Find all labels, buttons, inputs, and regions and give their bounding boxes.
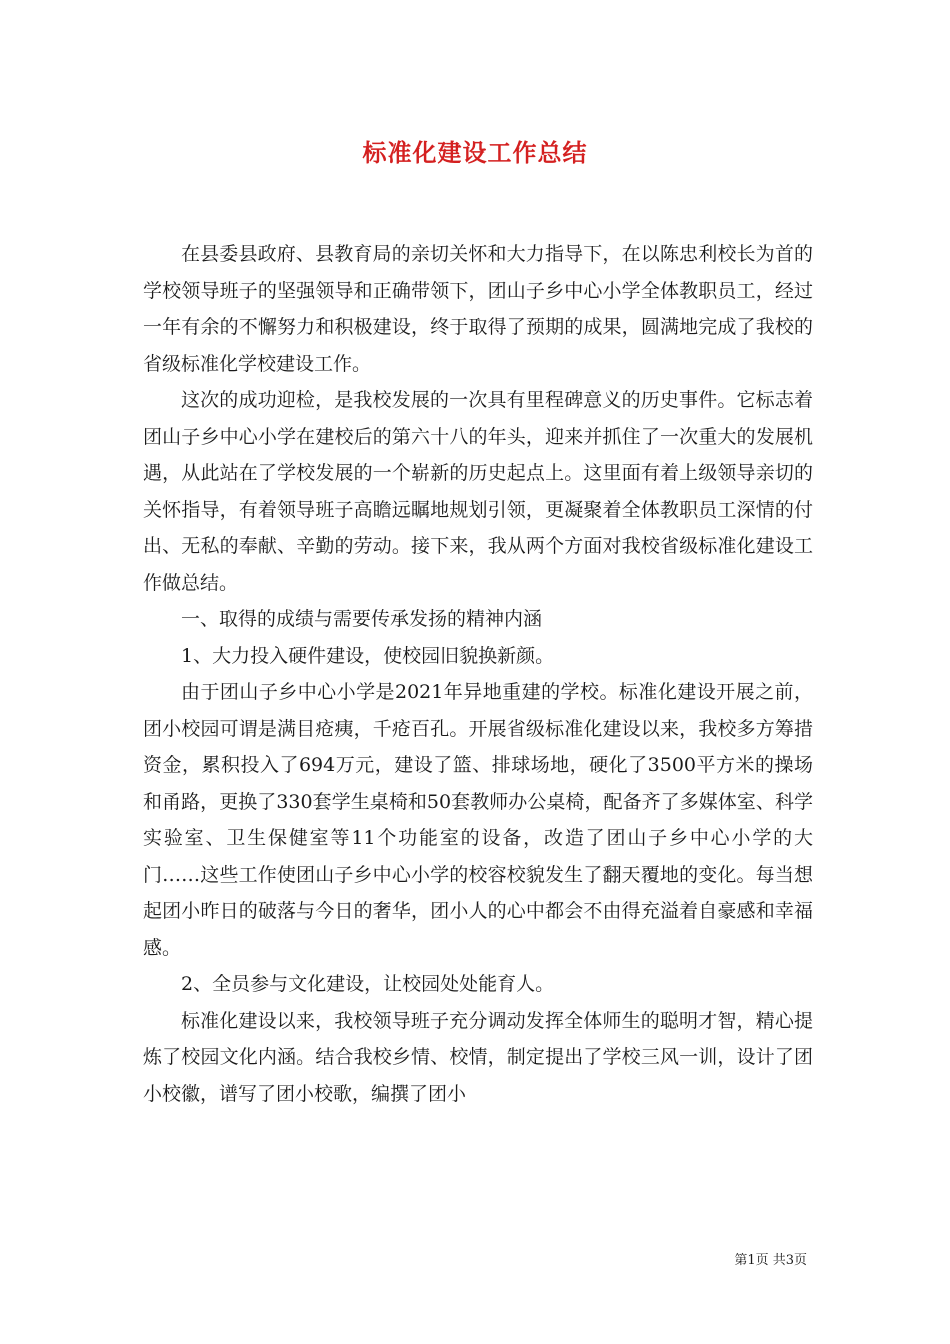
paragraph-hardware: 由于团山子乡中心小学是2021年异地重建的学校。标准化建设开展之前，团小校园可谓是满目疮痍，千疮百孔。开展省级标准化建设以来，我校多方筹措资金，累积投入了694万元，建设了篮、排球场地，硬化了3500平方米的操场和甬路，更换了330套学生桌椅和50套教师办公桌椅，配备齐了多媒体室、科学实验室、卫生保健室等11个功能室的设备，改造了团山子乡中心小学的大门……这些工作使团山子乡中心小学的校容校貌发生了翻天覆地的变化。每当想起团小昨日的破落与今日的奢华，团小人的心中都会不由得充溢着自豪感和幸福感。 [143, 681, 813, 959]
document-body [143, 236, 813, 1112]
page-number: 第1页 共3页 [734, 1253, 807, 1268]
paragraph-culture: 标准化建设以来，我校领导班子充分调动发挥全体师生的聪明才智，精心提炼了校园文化内涵。结合我校乡情、校情，制定提出了学校三风一训，设计了团小校徽，谱写了团小校歌，编撰了团小 [143, 1009, 813, 1105]
subheading-culture: 2、全员参与文化建设，让校园处处能育人。 [181, 973, 555, 995]
paragraph-milestone: 这次的成功迎检，是我校发展的一次具有里程碑意义的历史事件。它标志着团山子乡中心小学在建校后的第六十八的年头，迎来并抓住了一次重大的发展机遇，从此站在了学校发展的一个崭新的历史起点上。这里面有着上级领导亲切的关怀指导，有着领导班子高瞻远瞩地规划引领，更凝聚着全体教职员工深情的付出、无私的奉献、辛勤的劳动。接下来，我从两个方面对我校省级标准化建设工作做总结。 [143, 389, 813, 594]
page-title: 标准化建设工作总结 [362, 138, 588, 167]
paragraph-intro: 在县委县政府、县教育局的亲切关怀和大力指导下，在以陈忠利校长为首的学校领导班子的坚强领导和正确带领下，团山子乡中心小学全体教职员工，经过一年有余的不懈努力和积极建设，终于取得了预期的成果，圆满地完成了我校的省级标准化学校建设工作。 [143, 243, 813, 375]
section-heading-achievements: 一、取得的成绩与需要传承发扬的精神内涵 [181, 608, 543, 630]
subheading-hardware: 1、大力投入硬件建设，使校园旧貌换新颜。 [181, 644, 555, 667]
